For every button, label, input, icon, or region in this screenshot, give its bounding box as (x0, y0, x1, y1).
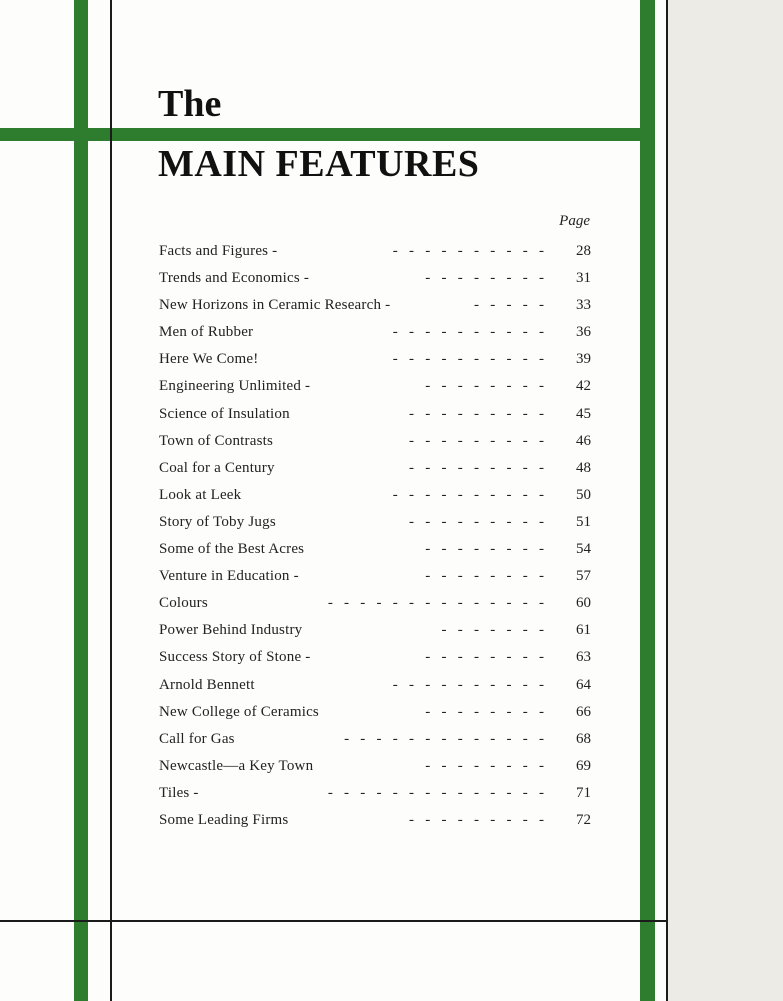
black-rule-vertical-right (666, 0, 668, 1001)
green-rule-vertical-left (74, 0, 88, 1001)
toc-entry-title: Some Leading Firms (159, 811, 289, 828)
toc-entry-title: Colours (159, 595, 208, 612)
toc-entry (159, 455, 591, 482)
toc-entry (159, 726, 591, 753)
dot-leader: - - - - - - - - - (409, 513, 544, 530)
toc-entry-title: Success Story of Stone - (159, 649, 311, 666)
dot-leader: - - - - - - - - - - (392, 486, 544, 503)
toc-entry-title: Coal for a Century (159, 459, 275, 476)
toc-entry-page: 33 (576, 297, 591, 314)
toc-entry (159, 292, 591, 319)
dot-leader: - - - - - - - - (425, 757, 544, 774)
heading-line-1: The (158, 83, 222, 125)
dot-leader: - - - - - - - - - - (392, 676, 544, 693)
toc-entry-title: Science of Insulation (159, 405, 290, 422)
toc-entry-page: 28 (576, 243, 591, 259)
toc-entry-page: 46 (576, 432, 591, 449)
toc-entry-title: Call for Gas (159, 730, 235, 747)
dot-leader: - - - - - - - - - - (392, 324, 544, 341)
toc-entry-page: 51 (576, 513, 591, 530)
dot-leader: - - - - - - - - (425, 378, 544, 395)
toc-entry-title: Newcastle—a Key Town (159, 757, 314, 774)
toc-entry (159, 482, 591, 509)
toc-entry (159, 509, 591, 536)
toc-entry-page: 48 (576, 459, 591, 476)
dot-leader: - - - - - - - - - - - - - (344, 730, 544, 747)
toc-entry-page: 64 (576, 676, 591, 693)
toc-entry-page: 45 (576, 405, 591, 422)
toc-entry-page: 50 (576, 486, 591, 503)
toc-entry (159, 753, 591, 780)
adjacent-page-edge (668, 0, 783, 1001)
toc-entry-page: 63 (576, 649, 591, 666)
dot-leader: - - - - - (474, 297, 544, 314)
page-column-header: Page (559, 213, 590, 229)
toc-entry-page: 68 (576, 730, 591, 747)
toc-entry (159, 617, 591, 644)
toc-entry-title: Town of Contrasts (159, 432, 274, 449)
dot-leader: - - - - - - - (441, 622, 544, 639)
toc-entry (159, 590, 591, 617)
toc-entry (159, 536, 591, 563)
toc-entry-title: Trends and Economics - (159, 270, 310, 287)
toc-entry-page: 31 (576, 270, 591, 287)
toc-entry (159, 644, 591, 671)
dot-leader: - - - - - - - - - - (392, 243, 544, 259)
toc-entry-page: 69 (576, 757, 591, 774)
toc-entry-title: Men of Rubber (159, 324, 254, 341)
toc-entry (159, 373, 591, 400)
dot-leader: - - - - - - - - - - - - - - (327, 784, 544, 801)
toc-entry (159, 401, 591, 428)
toc-entry-page: 42 (576, 378, 591, 395)
dot-leader: - - - - - - - - (425, 270, 544, 287)
dot-leader: - - - - - - - - - (409, 459, 544, 476)
toc-entry (159, 346, 591, 373)
toc-entry-page: 66 (576, 703, 591, 720)
toc-entry-page: 54 (576, 541, 591, 558)
table-of-contents (159, 238, 591, 834)
dot-leader: - - - - - - - - - - - - - - (327, 595, 544, 612)
toc-entry (159, 672, 591, 699)
toc-entry-title: Arnold Bennett (159, 676, 255, 693)
toc-entry-page: 36 (576, 324, 591, 341)
toc-entry-title: Power Behind Industry (159, 622, 303, 639)
toc-entry (159, 265, 591, 292)
toc-entry-page: 57 (576, 568, 591, 585)
toc-entry-title: Here We Come! (159, 351, 259, 368)
dot-leader: - - - - - - - - - - (392, 351, 544, 368)
toc-entry-page: 72 (576, 811, 591, 828)
dot-leader: - - - - - - - - (425, 703, 544, 720)
black-rule-vertical-left (110, 0, 112, 1001)
dot-leader: - - - - - - - - (425, 541, 544, 558)
toc-entry-page: 60 (576, 595, 591, 612)
toc-entry-title: New Horizons in Ceramic Research - (159, 297, 391, 314)
dot-leader: - - - - - - - - (425, 649, 544, 666)
toc-entry (159, 319, 591, 346)
dot-leader: - - - - - - - - - (409, 405, 544, 422)
toc-entry (159, 807, 591, 834)
dot-leader: - - - - - - - - (425, 568, 544, 585)
toc-entry-title: Story of Toby Jugs (159, 513, 276, 530)
toc-entry (159, 563, 591, 590)
toc-entry (159, 699, 591, 726)
heading-line-2: MAIN FEATURES (158, 143, 480, 185)
toc-entry (159, 780, 591, 807)
toc-entry-title: Engineering Unlimited - (159, 378, 311, 395)
green-rule-vertical-right (640, 0, 655, 1001)
toc-entry-title: Look at Leek (159, 486, 242, 503)
toc-entry-title: Tiles - (159, 784, 199, 801)
dot-leader: - - - - - - - - - (409, 432, 544, 449)
dot-leader: - - - - - - - - - (409, 811, 544, 828)
black-rule-horizontal (0, 920, 668, 922)
toc-entry (159, 238, 591, 265)
toc-entry-title: Venture in Education - (159, 568, 299, 585)
toc-entry (159, 428, 591, 455)
green-rule-horizontal (0, 128, 642, 141)
toc-entry-page: 61 (576, 622, 591, 639)
toc-entry-title: New College of Ceramics (159, 703, 319, 720)
toc-entry-page: 39 (576, 351, 591, 368)
toc-entry-title: Some of the Best Acres (159, 541, 305, 558)
toc-entry-title: Facts and Figures - (159, 243, 278, 259)
toc-entry-page: 71 (576, 784, 591, 801)
